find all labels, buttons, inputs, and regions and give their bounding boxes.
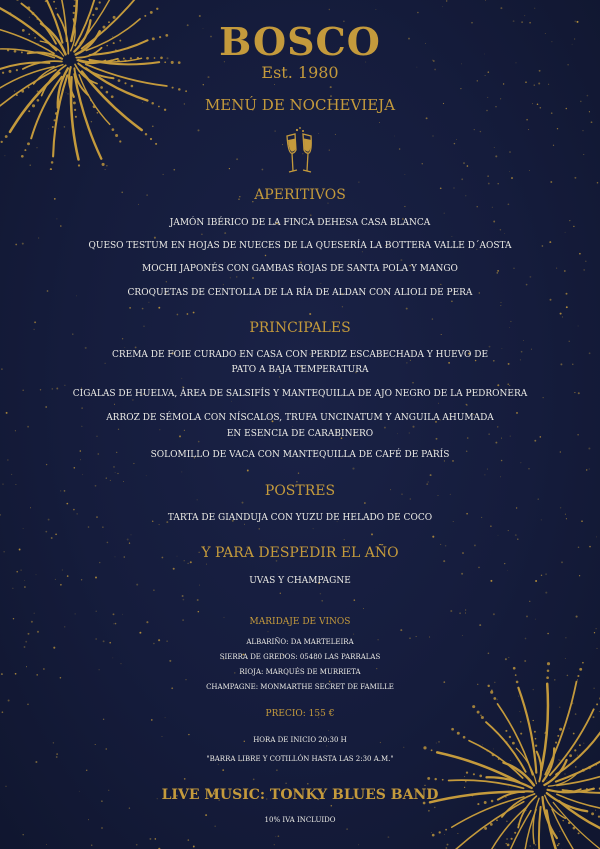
menu-item: CROQUETAS DE CENTOLLA DE LA RÍA DE ALDAN CON ALIOLI DE PERA bbox=[127, 288, 473, 298]
menu-item: TARTA DE GIANDUJA CON YUZU DE HELADO DE COCO bbox=[167, 513, 433, 523]
wine-item: SIERRA DE GREDOS: 05480 LAS PARRALAS bbox=[219, 653, 381, 661]
champagne-glasses-icon bbox=[283, 126, 317, 178]
menu-item: UVAS Y CHAMPAGNE bbox=[249, 576, 351, 586]
start-time: HORA DE INICIO 20:30 H bbox=[253, 736, 347, 744]
wine-item: RIOJA: MARQUÉS DE MURRIETA bbox=[239, 668, 361, 676]
menu-title: MENÚ DE NOCHEVIEJA bbox=[204, 96, 396, 114]
menu-item: CREMA DE FOIE CURADO EN CASA CON PERDIZ ESCABECHADA Y HUEVO DE bbox=[111, 350, 489, 360]
wine-item: CHAMPAGNE: MONMARTHE SECRET DE FAMILLE bbox=[206, 683, 394, 691]
wine-pairing-title: MARIDAJE DE VINOS bbox=[249, 617, 351, 627]
menu-item: CIGALAS DE HUELVA, ÁREA DE SALSIFÍS Y MANTEQUILLA DE AJO NEGRO DE LA PEDRONERA bbox=[72, 389, 528, 399]
menu-item: MOCHI JAPONÉS CON GAMBAS ROJAS DE SANTA POLA Y MANGO bbox=[142, 264, 458, 274]
live-music-title: LIVE MUSIC: TONKY BLUES BAND bbox=[161, 787, 439, 803]
tax-note: 10% IVA INCLUIDO bbox=[264, 816, 336, 824]
menu-item: JAMÓN IBÉRICO DE LA FINCA DEHESA CASA BLANCA bbox=[169, 218, 431, 228]
brand-logo: BOSCO bbox=[219, 19, 381, 64]
menu-item: PATO A BAJA TEMPERATURA bbox=[231, 365, 369, 375]
open-bar-note: "BARRA LIBRE Y COTILLÓN HASTA LAS 2:30 A.M." bbox=[206, 755, 394, 763]
menu-item: EN ESENCIA DE CARABINERO bbox=[226, 429, 374, 439]
section-title-postres: POSTRES bbox=[264, 483, 336, 499]
menu-item: QUESO TESTUM EN HOJAS DE NUECES DE LA QUESERÍA LA BOTTERA VALLE D´AOSTA bbox=[88, 241, 512, 251]
section-title-despedida: Y PARA DESPEDIR EL AÑO bbox=[201, 545, 399, 561]
wine-item: ALBARIÑO: DA MARTELEIRA bbox=[246, 638, 354, 646]
section-title-principales: PRINCIPALES bbox=[249, 320, 351, 336]
menu-item: SOLOMILLO DE VACA CON MANTEQUILLA DE CAFÉ DE PARÍS bbox=[150, 450, 450, 460]
brand-established: Est. 1980 bbox=[261, 63, 339, 82]
section-title-aperitivos: APERITIVOS bbox=[254, 187, 346, 203]
price: PRECIO: 155 € bbox=[265, 709, 335, 719]
menu-item: ARROZ DE SÉMOLA CON NÍSCALOS, TRUFA UNCINATUM Y ANGUILA AHUMADA bbox=[106, 413, 494, 423]
